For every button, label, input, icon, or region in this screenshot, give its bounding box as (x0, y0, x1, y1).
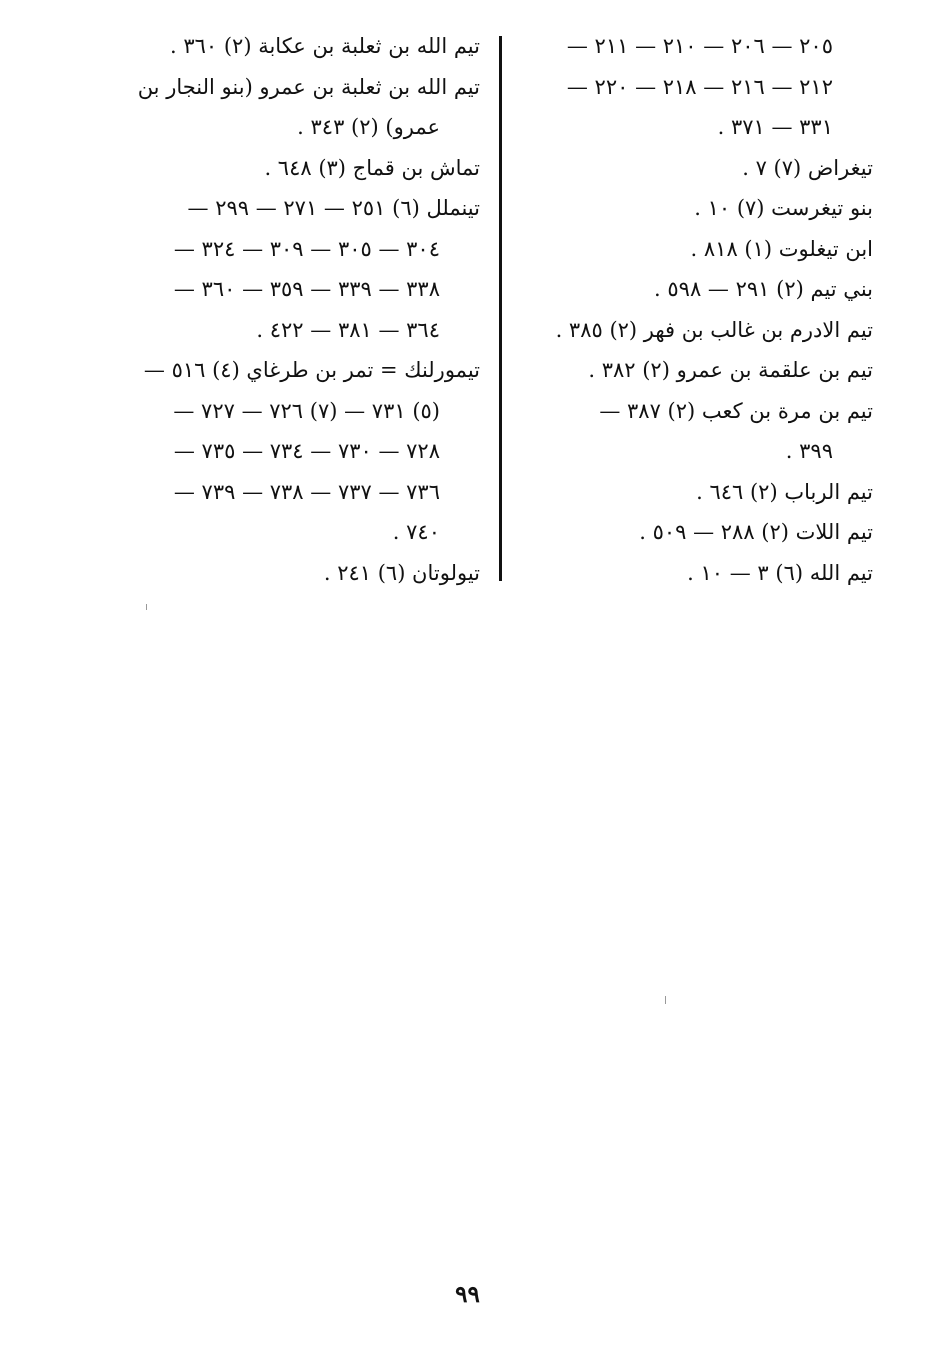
index-entry: تيم الادرم بن غالب بن فهر (٢) ٣٨٥ . (555, 317, 873, 342)
index-line: ٢١٢ — ٢١٦ — ٢١٨ — ٢٢٠ — (566, 74, 833, 99)
index-line: عمرو) (٢) ٣٤٣ . (297, 115, 440, 139)
index-line: ٣٣١ — ٣٧١ . (717, 115, 833, 139)
index-entry: تيغراض (٧) ٧ . (742, 155, 873, 180)
index-entry: بني تيم (٢) ٢٩١ — ٥٩٨ . (654, 277, 873, 301)
index-entry: تينملل (٦) ٢٥١ — ٢٧١ — ٢٩٩ — (187, 196, 480, 220)
scan-speck (146, 604, 147, 610)
scan-speck (665, 996, 666, 1004)
index-column-left (132, 26, 480, 593)
page-number: ٩٩ (455, 1281, 480, 1308)
index-line: ٣٣٨ — ٣٣٩ — ٣٥٩ — ٣٦٠ — (173, 277, 440, 301)
index-line: ٣٠٤ — ٣٠٥ — ٣٠٩ — ٣٢٤ — (173, 236, 440, 261)
index-entry: تيم اللات (٢) ٢٨٨ — ٥٠٩ . (639, 520, 873, 544)
index-entry: تيم الله بن ثعلبة بن عمرو (بنو النجار بن (137, 74, 480, 99)
index-entry: تماش بن قماج (٣) ٦٤٨ . (264, 155, 480, 180)
index-entry: تيم الله بن ثعلبة بن عكابة (٢) ٣٦٠ . (169, 34, 480, 58)
index-entry: ابن تيغلوت (١) ٨١٨ . (690, 236, 873, 261)
index-line: ٧٤٠ . (392, 520, 440, 544)
index-line: ٧٣٦ — ٧٣٧ — ٧٣٨ — ٧٣٩ — (173, 479, 440, 504)
index-entry: تيم الرباب (٢) ٦٤٦ . (696, 479, 873, 504)
column-divider (499, 36, 502, 581)
index-line: ٣٦٤ — ٣٨١ — ٤٢٢ . (256, 317, 440, 342)
index-line: ٣٩٩ . (785, 439, 833, 463)
index-entry: تيم بن علقمة بن عمرو (٢) ٣٨٢ . (588, 358, 873, 382)
index-entry: تيمورلنك = تمر بن طرغاي (٤) ٥١٦ — (143, 358, 480, 382)
index-line: ٢٠٥ — ٢٠٦ — ٢١٠ — ٢١١ — (566, 34, 833, 58)
index-column-right (525, 26, 873, 593)
index-line: (٥) ٧٣١ — (٧) ٧٢٦ — ٧٢٧ — (173, 398, 440, 423)
index-entry: تيم الله (٦) ٣ — ١٠ . (687, 560, 873, 585)
index-line: ٧٢٨ — ٧٣٠ — ٧٣٤ — ٧٣٥ — (173, 439, 440, 463)
index-entry: تيولوتان (٦) ٢٤١ . (323, 560, 480, 585)
index-entry: تيم بن مرة بن كعب (٢) ٣٨٧ — (599, 398, 873, 423)
index-entry: بنو تيغرست (٧) ١٠ . (694, 196, 873, 220)
